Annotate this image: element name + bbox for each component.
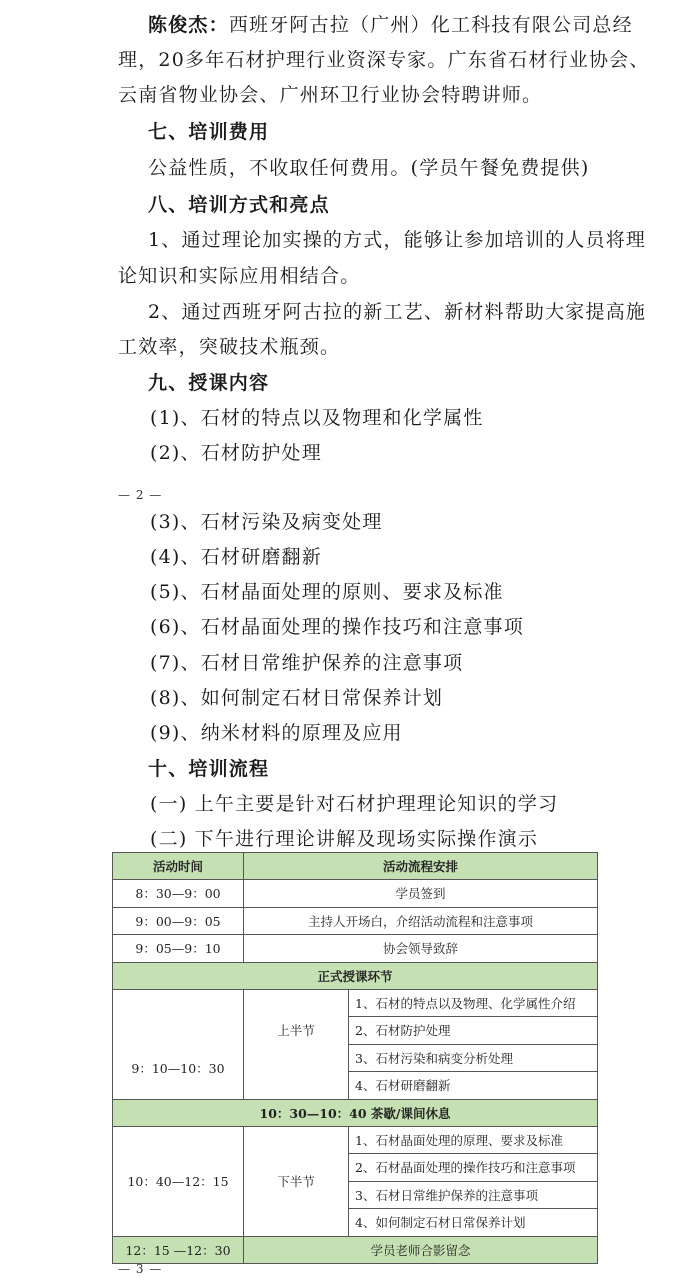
morning-session: 上半节 [244,989,349,1099]
course-item-4: (4)、石材研磨翻新 [150,546,322,568]
section-band [113,962,598,989]
schedule-header-row [113,853,598,880]
header-arrangement: 活动流程安排 [244,853,598,880]
section-7-title: 七、培训费用 [148,121,270,143]
table-row [113,989,598,1017]
section-9-title: 九、授课内容 [148,372,270,394]
schedule-table [112,852,598,1264]
page-number-3: — 3 — [118,1262,163,1276]
course-item-1: (1)、石材的特点以及物理和化学属性 [150,407,484,429]
table-row [113,935,598,963]
intro-line-1 [148,10,633,37]
section-8-point-2-line-2: 工效率，突破技术瓶颈。 [118,336,341,358]
row-item: 学员签到 [244,880,598,908]
intro-line-3: 云南省物业协会、广州环卫行业协会特聘讲师。 [118,84,543,106]
table-row [113,907,598,935]
band-tea-break: 10：30—10：40 茶歇/课间休息 [113,1099,598,1126]
page-number-2: — 2 — [118,488,163,502]
course-item-7: (7)、石材日常维护保养的注意事项 [150,652,464,674]
morning-item-4: 4、石材研磨翻新 [349,1072,598,1100]
section-band [113,1099,598,1126]
section-8-title: 八、培训方式和亮点 [148,194,330,216]
morning-time: 9：10—10：30 [113,989,244,1099]
row-time: 9：05—9：10 [113,935,244,963]
afternoon-item-3: 3、石材日常维护保养的注意事项 [349,1181,598,1209]
afternoon-session: 下半节 [244,1126,349,1236]
last-time: 12：15 —12：30 [113,1236,244,1263]
section-8-point-1-line-1: 1、通过理论加实操的方式，能够让参加培训的人员将理 [148,229,647,251]
intro-line-2: 理，20多年石材护理行业资深专家。广东省石材行业协会、 [118,49,650,71]
header-time: 活动时间 [113,853,244,880]
morning-item-3: 3、石材污染和病变分析处理 [349,1044,598,1072]
section-8-point-2-line-1: 2、通过西班牙阿古拉的新工艺、新材料帮助大家提高施 [148,301,647,323]
row-item: 协会领导致辞 [244,935,598,963]
row-item: 主持人开场白，介绍活动流程和注意事项 [244,907,598,935]
row-time: 9：00—9：05 [113,907,244,935]
morning-item-1: 1、石材的特点以及物理、化学属性介绍 [349,989,598,1017]
course-item-3: (3)、石材污染及病变处理 [150,511,383,533]
table-row [113,1126,598,1154]
flow-item-1: (一) 上午主要是针对石材护理理论知识的学习 [150,793,559,815]
speaker-title: 西班牙阿古拉（广州）化工科技有限公司总经 [228,14,633,36]
band-formal-session: 正式授课环节 [113,962,598,989]
course-item-6: (6)、石材晶面处理的操作技巧和注意事项 [150,616,524,638]
row-time: 8：30—9：00 [113,880,244,908]
section-8-point-1-line-2: 论知识和实际应用相结合。 [118,265,361,287]
last-item: 学员老师合影留念 [244,1236,598,1263]
table-row [113,880,598,908]
speaker-name: 陈俊杰： [148,14,229,36]
table-row-photo [113,1236,598,1263]
course-item-8: (8)、如何制定石材日常保养计划 [150,687,444,709]
afternoon-item-2: 2、石材晶面处理的操作技巧和注意事项 [349,1154,598,1182]
morning-item-2: 2、石材防护处理 [349,1017,598,1045]
afternoon-time: 10：40—12：15 [113,1126,244,1236]
course-item-2: (2)、石材防护处理 [150,442,322,464]
afternoon-item-4: 4、如何制定石材日常保养计划 [349,1209,598,1237]
section-10-title: 十、培训流程 [148,758,270,780]
afternoon-item-1: 1、石材晶面处理的原理、要求及标准 [349,1126,598,1154]
section-7-text: 公益性质，不收取任何费用。(学员午餐免费提供) [148,157,590,179]
course-item-9: (9)、纳米材料的原理及应用 [150,722,403,744]
course-item-5: (5)、石材晶面处理的原则、要求及标准 [150,581,504,603]
flow-item-2: (二) 下午进行理论讲解及现场实际操作演示 [150,828,539,850]
